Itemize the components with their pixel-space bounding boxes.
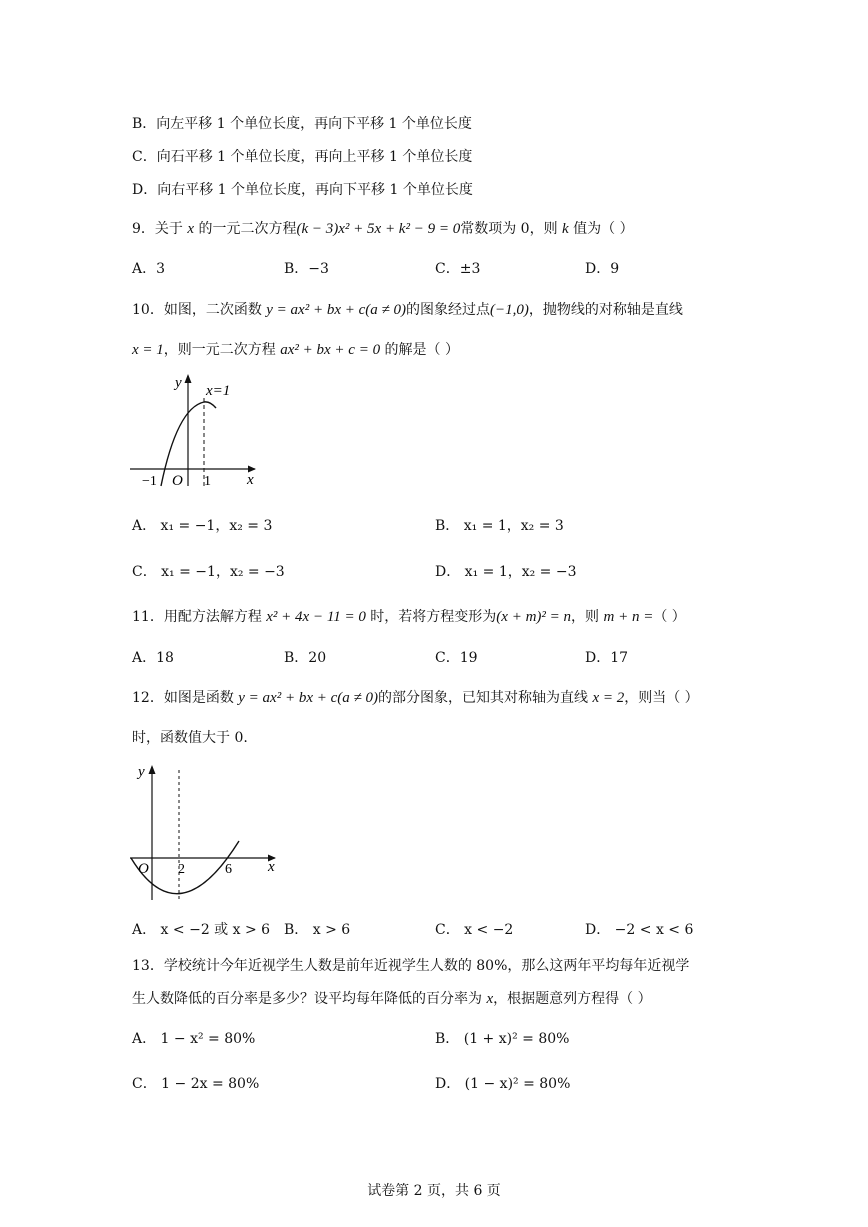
q12-x-axis-label: x [268, 859, 275, 875]
q10-option-b: B． x₁ = 1，x₂ = 3 [435, 518, 564, 534]
q9-option-c: C．±3 [435, 261, 481, 277]
q11-stem: 11．用配方法解方程 x² + 4x − 11 = 0 时，若将方程变形为(x + m)² = n，则 m + n =（ ） [132, 609, 686, 625]
q13-stem-line2: 生人数降低的百分率是多少？设平均每年降低的百分率为 x，根据题意列方程得（ ） [132, 991, 652, 1007]
q12-option-c: C． x < −2 [435, 922, 514, 938]
q13-option-c: C． 1 − 2x = 80% [132, 1076, 260, 1092]
q13-option-b: B． (1 + x)² = 80% [435, 1031, 570, 1047]
q12-y-axis-label: y [138, 764, 145, 780]
q10-origin-label: O [172, 473, 183, 489]
q12-function: y = ax² + bx + c(a ≠ 0) [238, 690, 378, 706]
q13-option-a: A． 1 − x² = 80% [132, 1031, 256, 1047]
q11-option-c: C．19 [435, 650, 478, 666]
q11-equation: x² + 4x − 11 = 0 [266, 609, 366, 625]
q9-option-a: A．3 [132, 261, 166, 277]
q11-option-d: D．17 [585, 650, 629, 666]
q12-option-b: B． x > 6 [284, 922, 351, 938]
q8-option-d: D．向右平移 1 个单位长度，再向下平移 1 个单位长度 [132, 182, 473, 198]
q12-origin-label: O [138, 861, 149, 877]
q13-stem-line1: 13．学校统计今年近视学生人数是前年近视学生人数的 80%，那么这两年平均每年近视学 [132, 958, 690, 974]
q10-option-a: A． x₁ = −1，x₂ = 3 [132, 518, 273, 534]
q12-tick-2: 2 [178, 862, 185, 877]
q9-option-b: B．−3 [284, 261, 329, 277]
q12-option-a: A． x < −2 或 x > 6 [132, 922, 271, 938]
q8-option-c: C．向石平移 1 个单位长度，再向上平移 1 个单位长度 [132, 149, 473, 165]
q12-option-d: D． −2 < x < 6 [585, 922, 694, 938]
q12-stem-line1: 12．如图是函数 y = ax² + bx + c(a ≠ 0)的部分图象，已知其对称轴为直线 x = 2，则当（ ） [132, 690, 699, 706]
q10-parabola-graph [125, 368, 265, 493]
q12-parabola-graph [125, 755, 285, 905]
q10-y-axis-label: y [175, 375, 182, 391]
q10-stem-line1: 10．如图，二次函数 y = ax² + bx + c(a ≠ 0)的图象经过点(−1,0)，抛物线的对称轴是直线 [132, 302, 683, 318]
q11-option-a: A．18 [132, 650, 174, 666]
q11-option-b: B．20 [284, 650, 327, 666]
q10-tick-1: 1 [204, 474, 211, 489]
q10-tick-neg1: −1 [142, 474, 157, 489]
q13-option-d: D． (1 − x)² = 80% [435, 1076, 571, 1092]
q10-function: y = ax² + bx + c(a ≠ 0) [266, 302, 406, 318]
q8-option-b: B．向左平移 1 个单位长度，再向下平移 1 个单位长度 [132, 116, 472, 132]
q9-equation: (k − 3)x² + 5x + k² − 9 = 0 [296, 221, 461, 237]
q9-stem: 9．关于 x 的一元二次方程(k − 3)x² + 5x + k² − 9 = 0常数项为 0，则 k 值为（ ） [132, 221, 634, 237]
q12-tick-6: 6 [225, 862, 232, 877]
q10-option-d: D． x₁ = 1，x₂ = −3 [435, 564, 577, 580]
q10-option-c: C． x₁ = −1，x₂ = −3 [132, 564, 285, 580]
page-footer: 试卷第 2 页，共 6 页 [367, 1183, 501, 1199]
q10-x-axis-label: x [247, 472, 254, 488]
q12-stem-line2: 时，函数值大于 0. [132, 730, 248, 746]
q9-option-d: D．9 [585, 261, 620, 277]
q10-stem-line2: x = 1，则一元二次方程 ax² + bx + c = 0 的解是（ ） [132, 342, 459, 358]
q10-symmetry-label: x=1 [206, 383, 231, 399]
